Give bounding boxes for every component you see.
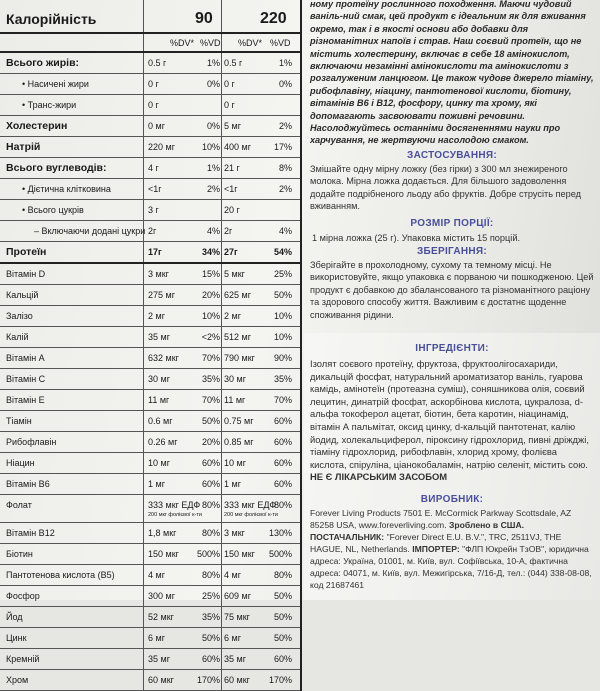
supplier-title: ПОСТАЧАЛЬНИК: [310, 532, 385, 542]
nutrient-row [0, 390, 300, 411]
percent-1: 0% [206, 79, 220, 89]
amount-1: 0 мг [148, 121, 165, 131]
percent-2: 170% [268, 675, 292, 685]
nutrient-name: Натрій [6, 141, 41, 153]
nutrient-row [0, 285, 300, 306]
amount-1: 0.5 г [148, 58, 167, 68]
nutrient-row [0, 607, 300, 628]
percent-1: 0% [206, 121, 220, 131]
amount-2: 3 мкг [224, 528, 245, 538]
nutrient-row [0, 200, 300, 221]
percent-2: 60% [273, 416, 292, 426]
amount-1: 10 мг [148, 458, 170, 468]
storage-text: Зберігайте в прохолодному, сухому та темному місці. Не використовуйте, якщо упаковка є порваною чи пошкодженою. Цей продукт є добавкою до збалансованого та різноманітного раціону та здорового способу життя. Важливим є достатнє щоденне споживання рідини. [310, 260, 594, 320]
nutrient-name: Пантотенова кислота (В5) [6, 570, 115, 580]
nutrient-row [0, 369, 300, 390]
amount-1: <1г [148, 184, 162, 194]
percent-2: 1% [278, 58, 292, 68]
percent-2: 50% [273, 591, 292, 601]
portion-title: РОЗМІР ПОРЦІЇ: [410, 218, 494, 229]
nutrient-row [0, 432, 300, 453]
manufacturer-title: ВИРОБНИК: [420, 494, 484, 505]
amount-2: 0.85 мг [224, 437, 254, 447]
amount-1: 60 мкг [148, 675, 174, 685]
amount-2: 6 мг [224, 633, 241, 643]
percent-2: 90% [273, 353, 292, 363]
nutrient-name: • Насичені жири [22, 79, 89, 89]
percent-1: 80% [201, 528, 220, 538]
amount-1: 150 мкг [148, 549, 179, 559]
amount-2: 30 мг [224, 374, 246, 384]
percent-2: 4% [278, 226, 292, 236]
amount-2: 0 г [224, 100, 235, 110]
amount-2: 0 г [224, 79, 235, 89]
amount-2: 20 г [224, 205, 240, 215]
nutrient-name: Протеїн [6, 246, 47, 258]
usage-title: ЗАСТОСУВАННЯ: [407, 150, 497, 161]
nutrient-name: Вітамін С [6, 374, 46, 384]
nutrient-name: Хром [6, 675, 29, 685]
amount-1: 6 мг [148, 633, 165, 643]
nutrient-name: • Дієтична клітковина [22, 184, 111, 194]
percent-1: 4% [206, 226, 220, 236]
usage-text: Змішайте одну мірну ложку (без гірки) з 300 мл знежиреного молока. Мірна ложка додається. Для більшого задоволення додайте подрібненого льоду або фруктів. Добре струсіть перед вживанням. [310, 164, 581, 212]
importer-title: ІМПОРТЕР: [412, 544, 460, 554]
nutrient-row [0, 95, 300, 116]
nutrient-row [0, 586, 300, 607]
amount-1: 4 мг [148, 570, 165, 580]
amount-1: 30 мг [148, 374, 170, 384]
nutrient-row [0, 264, 300, 285]
percent-1: 50% [201, 633, 220, 643]
nutrient-name: Всього вуглеводів: [6, 162, 107, 174]
ingredients-title: ІНГРЕДІЄНТИ: [415, 343, 489, 354]
nutrient-name: Залізо [6, 311, 33, 321]
percent-2: 2% [278, 121, 292, 131]
nutrient-row [0, 116, 300, 137]
ingredients-list: Ізолят соєвого протеїну, фруктоза, фруктоолігосахариди, дикальцій фосфат, натуральний ароматизатор ваніль, гуарова камідь, амінотеїн (протеазна суміш), соняшникова олія, соєвий лецитин, динатрій фосфат, аскорбінова кислота, цукралоза, d-альфа токоферол ацетат, біотин, бета каротин, ніацинамід, вітамін А пальмітат, оксид цинку, d-кальцій пантотенат, калію йодид, холекальциферол, піроксину гідрохлорид, пивні дріжджі, тіаміну гідрохлорид, рибофлавін, хлорид хрому, фолієва кислота, спіруліна, ціанокобаламін, натрію селеніт, містить сою. [310, 358, 589, 470]
amount-1: 17г [148, 247, 162, 257]
nutrient-name: Тіамін [6, 416, 32, 426]
nutrient-name: – Включаючи додані цукри [34, 226, 146, 236]
nutrient-name: Йод [6, 612, 23, 622]
nutrient-name: Кремній [6, 654, 40, 664]
percent-2: 2% [278, 184, 292, 194]
percent-1: <2% [201, 332, 220, 342]
folate-note-2: 200 мкг фолієвої к-ти [224, 512, 278, 518]
calories-label: Калорійність [6, 11, 97, 27]
nutrient-name: Вітамін Е [6, 395, 45, 405]
percent-1: 500% [196, 549, 220, 559]
amount-1: 1,8 мкг [148, 528, 177, 538]
amount-2: 0.5 г [224, 58, 243, 68]
dv-label-1b: %VD [200, 37, 221, 48]
percent-2: 50% [273, 612, 292, 622]
nutrient-name: Вітамін В12 [6, 528, 55, 538]
amount-2: 21 г [224, 163, 240, 173]
percent-2: 60% [273, 654, 292, 664]
amount-1: 35 мг [148, 332, 170, 342]
nutrient-row [0, 221, 300, 242]
percent-2: 80% [273, 570, 292, 580]
nutrient-row [0, 242, 300, 264]
percent-2: 80% [273, 500, 292, 510]
percent-1: 80% [201, 570, 220, 580]
percent-2: 17% [273, 142, 292, 152]
nutrient-name: Вітамін D [6, 269, 46, 279]
nutrient-name: • Всього цукрів [22, 205, 84, 215]
dv-label-2b: %VD [270, 37, 291, 48]
percent-2: 0% [278, 79, 292, 89]
amount-2: 625 мг [224, 290, 251, 300]
percent-2: 35% [273, 374, 292, 384]
nutrient-row [0, 544, 300, 565]
amount-2: 10 мг [224, 458, 246, 468]
nutrient-row [0, 327, 300, 348]
amount-1: 0.6 мг [148, 416, 173, 426]
amount-1: 300 мг [148, 591, 175, 601]
nutrient-name: Ніацин [6, 458, 35, 468]
nutrient-row [0, 649, 300, 670]
percent-1: 10% [201, 142, 220, 152]
nutrient-row [0, 158, 300, 179]
percent-1: 25% [201, 591, 220, 601]
amount-1: 2г [148, 226, 157, 236]
nutrient-row [0, 74, 300, 95]
amount-2: 1 мг [224, 479, 241, 489]
nutrient-row [0, 137, 300, 158]
percent-1: 34% [201, 247, 220, 257]
percent-1: 35% [201, 374, 220, 384]
amount-1: 4 г [148, 163, 159, 173]
amount-2: 150 мкг [224, 549, 255, 559]
percent-1: 2% [206, 184, 220, 194]
amount-1: 1 мг [148, 479, 165, 489]
nutrient-row [0, 348, 300, 369]
nutrient-row [0, 565, 300, 586]
percent-2: 10% [273, 332, 292, 342]
amount-2: 2г [224, 226, 233, 236]
percent-2: 50% [273, 290, 292, 300]
daily-value-header [0, 34, 300, 53]
supplier-text: "Forever Direct E.U. B.V.", TRC, 2511VJ, THE HAGUE, NL, Netherlands. [310, 532, 562, 554]
percent-2: 25% [273, 269, 292, 279]
nutrient-row [0, 306, 300, 327]
calories-value-1: 90 [195, 10, 213, 27]
percent-2: 60% [273, 437, 292, 447]
nutrient-row [0, 523, 300, 544]
amount-2: 75 мкг [224, 612, 250, 622]
percent-1: 70% [201, 353, 220, 363]
amount-2: 790 мкг [224, 353, 255, 363]
amount-2: 333 мкг ЕДФ [224, 500, 277, 510]
calories-row [0, 6, 300, 34]
storage-title: ЗБЕРІГАННЯ: [416, 246, 488, 257]
amount-2: 5 мг [224, 121, 241, 131]
percent-2: 60% [273, 479, 292, 489]
calories-value-2: 220 [260, 10, 287, 27]
not-drug-notice: НЕ Є ЛІКАРСЬКИМ ЗАСОБОМ [310, 471, 448, 483]
folate-note-1: 200 мкг фолієвої к-ти [148, 512, 202, 518]
percent-2: 60% [273, 458, 292, 468]
amount-1: 0.26 мг [148, 437, 178, 447]
percent-2: 50% [273, 633, 292, 643]
percent-1: 10% [201, 311, 220, 321]
amount-1: 275 мг [148, 290, 175, 300]
amount-2: 60 мкг [224, 675, 250, 685]
percent-2: 130% [268, 528, 292, 538]
percent-1: 60% [201, 654, 220, 664]
percent-2: 10% [273, 311, 292, 321]
amount-2: 609 мг [224, 591, 251, 601]
nutrient-name: Цинк [6, 633, 27, 643]
amount-2: 4 мг [224, 570, 241, 580]
percent-1: 1% [206, 163, 220, 173]
amount-1: 11 мг [148, 395, 170, 405]
nutrient-row [0, 628, 300, 649]
amount-2: 11 мг [224, 395, 246, 405]
percent-1: 80% [201, 500, 220, 510]
dv-label-1a: %DV* [170, 37, 195, 48]
nutrient-row [0, 495, 300, 523]
amount-1: 52 мкг [148, 612, 174, 622]
percent-2: 70% [273, 395, 292, 405]
amount-2: 400 мг [224, 142, 251, 152]
amount-1: 632 мкг [148, 353, 179, 363]
nutrient-name: • Транс-жири [22, 100, 77, 110]
nutrient-name: Біотин [6, 549, 33, 559]
dv-label-2a: %DV* [238, 37, 263, 48]
amount-1: 2 мг [148, 311, 165, 321]
amount-1: 0 г [148, 79, 159, 89]
nutrient-name: Фосфор [6, 591, 40, 601]
percent-1: 170% [196, 675, 220, 685]
amount-1: 220 мг [148, 142, 175, 152]
percent-1: 15% [201, 269, 220, 279]
amount-2: 5 мкг [224, 269, 245, 279]
nutrient-name: Вітамін А [6, 353, 45, 363]
percent-1: 20% [201, 290, 220, 300]
ingredients-text [310, 358, 596, 484]
amount-1: 35 мг [148, 654, 170, 664]
made-in: Зроблено в США. [449, 520, 525, 530]
amount-2: 2 мг [224, 311, 241, 321]
nutrient-name: Рибофлавін [6, 437, 57, 447]
nutrient-row [0, 53, 300, 74]
nutrient-name: Калій [6, 332, 29, 342]
importer-text: "ФЛП Юкрейн ТзОВ", юридична адреса: Україна, 01001, м. Київ, вул. Софіївська, 10-А, фактична адреса: 04071, м. Київ, вул. Межигірська, 7/16-Д, тел.: (044) 338-08-08, код 21687461 [310, 544, 592, 590]
amount-1: 333 мкг ЕДФ [148, 500, 201, 510]
nutrient-name: Всього жирів: [6, 57, 80, 69]
percent-1: 1% [206, 58, 220, 68]
percent-2: 8% [278, 163, 292, 173]
nutrient-row [0, 670, 300, 691]
nutrient-row [0, 179, 300, 200]
nutrient-name: Фолат [6, 500, 32, 510]
nutrient-name: Кальцій [6, 290, 39, 300]
nutrient-row [0, 474, 300, 495]
percent-1: 35% [201, 612, 220, 622]
percent-1: 60% [201, 458, 220, 468]
percent-1: 60% [201, 479, 220, 489]
amount-1: 3 мкг [148, 269, 169, 279]
amount-2: 512 мг [224, 332, 251, 342]
percent-2: 500% [268, 549, 292, 559]
percent-1: 70% [201, 395, 220, 405]
amount-2: 0.75 мг [224, 416, 254, 426]
percent-1: 50% [201, 416, 220, 426]
nutrient-name: Холестерин [6, 120, 68, 132]
percent-1: 20% [201, 437, 220, 447]
amount-1: 0 г [148, 100, 159, 110]
portion-text: 1 мірна ложка (25 г). Упаковка містить 15 порцій. [312, 233, 521, 243]
manufacturer-block [310, 507, 596, 591]
percent-2: 54% [273, 247, 292, 257]
manufacturer-text: Forever Living Products 7501 E. McCormick Parkway Scottsdale, AZ 85258 USA, www.foreverliving.com. [310, 508, 572, 530]
product-description: ному протеїну рослинного походження. Маючи чудовий ваніль-ний смак, цей продукт є ідеальним як для вживання окремо, так і в якості основи або добавки для різноманітних напоїв і страв. Наш соєвий протеїн, що не містить холестерину, включає в себе 18 амінокислот, включаючи незамінні амінокислоти та амінокислоти з розгалуженим ланцюгом. Це також чудове джерело тіаміну, рибофлавіну, ніацину, пантотенової кислоти, біотину, вітамінів В6 і В12, фосфору, цинку та хрому, які допомагають засвоювати поживні речовини. Насолоджуйтесь останніми досягненнями науки про харчування, не жертвуючи насолодою смаком. [310, 0, 594, 146]
amount-2: <1г [224, 184, 238, 194]
nutrient-row [0, 411, 300, 432]
nutrient-name: Вітамін В6 [6, 479, 50, 489]
amount-2: 35 мг [224, 654, 246, 664]
nutrient-row [0, 453, 300, 474]
amount-1: 3 г [148, 205, 159, 215]
amount-2: 27г [224, 247, 238, 257]
